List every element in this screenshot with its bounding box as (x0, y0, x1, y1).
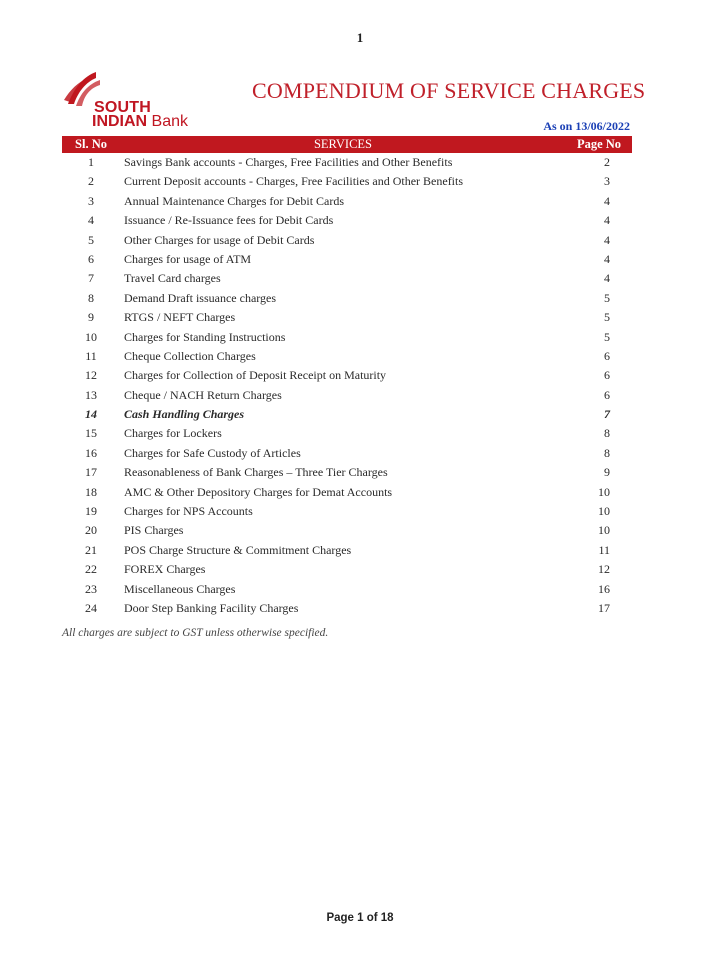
table-row (62, 560, 632, 579)
table-row (62, 153, 632, 172)
row-service: Charges for Lockers (124, 426, 222, 441)
row-service: Other Charges for usage of Debit Cards (124, 232, 315, 247)
row-service: Reasonableness of Bank Charges – Three Tier Charges (124, 465, 388, 480)
table-row (62, 172, 632, 191)
row-service: PIS Charges (124, 523, 184, 538)
row-service: Miscellaneous Charges (124, 581, 236, 596)
row-sl-no: 17 (85, 465, 97, 480)
row-sl-no: 16 (85, 445, 97, 460)
row-service: Cash Handling Charges (124, 407, 245, 422)
row-service: Demand Draft issuance charges (124, 290, 277, 305)
table-row (62, 521, 632, 540)
row-page-no: 4 (604, 271, 610, 286)
table-row (62, 269, 632, 288)
row-sl-no: 21 (85, 542, 97, 557)
row-page-no: 8 (604, 426, 610, 441)
row-page-no: 3 (604, 174, 610, 189)
row-page-no: 10 (598, 484, 610, 499)
row-page-no: 4 (604, 251, 610, 266)
row-sl-no: 8 (88, 290, 94, 305)
logo-text-indian-bank (92, 114, 188, 130)
row-sl-no: 10 (85, 329, 97, 344)
table-row (62, 444, 632, 463)
document-title: COMPENDIUM OF SERVICE CHARGES (252, 78, 646, 103)
row-page-no: 4 (604, 193, 610, 208)
table-row (62, 541, 632, 560)
row-page-no: 5 (604, 290, 610, 305)
row-sl-no: 14 (85, 407, 97, 422)
table-row (62, 328, 632, 347)
row-sl-no: 6 (88, 251, 94, 266)
table-body (62, 153, 632, 618)
row-page-no: 17 (598, 600, 610, 615)
row-service: RTGS / NEFT Charges (124, 310, 236, 325)
row-service: Charges for usage of ATM (124, 251, 252, 266)
row-page-no: 6 (604, 368, 610, 383)
row-service: Current Deposit accounts - Charges, Free Facilities and Other Benefits (124, 174, 464, 189)
row-page-no: 10 (598, 504, 610, 519)
table-row (62, 366, 632, 385)
row-sl-no: 22 (85, 562, 97, 577)
row-sl-no: 4 (88, 213, 94, 228)
row-service: Charges for Collection of Deposit Receipt on Maturity (124, 368, 387, 383)
logo-text-indian: INDIAN (92, 113, 148, 130)
row-page-no: 4 (604, 232, 610, 247)
row-sl-no: 19 (85, 504, 97, 519)
as-on-date: As on 13/06/2022 (543, 119, 630, 133)
gst-footnote: All charges are subject to GST unless otherwise specified. (62, 627, 329, 639)
row-sl-no: 18 (85, 484, 97, 499)
table-row (62, 308, 632, 327)
row-page-no: 7 (604, 407, 610, 422)
bank-logo (62, 70, 212, 132)
row-sl-no: 3 (88, 193, 94, 208)
header-sl-no: Sl. No (75, 137, 107, 151)
table-header (62, 136, 632, 153)
table-row (62, 386, 632, 405)
row-sl-no: 24 (85, 600, 97, 615)
row-sl-no: 12 (85, 368, 97, 383)
row-service: FOREX Charges (124, 562, 206, 577)
row-service: AMC & Other Depository Charges for Demat Accounts (124, 484, 393, 499)
row-sl-no: 1 (88, 155, 94, 169)
table-row (62, 405, 632, 424)
row-service: Door Step Banking Facility Charges (124, 600, 299, 615)
row-service: Issuance / Re-Issuance fees for Debit Cards (124, 213, 334, 228)
row-page-no: 4 (604, 213, 610, 228)
row-service: Charges for NPS Accounts (124, 504, 253, 519)
row-page-no: 8 (604, 445, 610, 460)
row-page-no: 16 (598, 581, 610, 596)
row-service: Travel Card charges (124, 271, 221, 286)
table-row (62, 231, 632, 250)
row-page-no: 5 (604, 329, 610, 344)
table-row (62, 250, 632, 269)
table-row (62, 599, 632, 618)
row-sl-no: 9 (88, 310, 94, 325)
row-page-no: 5 (604, 310, 610, 325)
table-row (62, 580, 632, 599)
table-row (62, 463, 632, 482)
table-row (62, 424, 632, 443)
table-row (62, 483, 632, 502)
row-sl-no: 2 (88, 174, 94, 189)
row-service: POS Charge Structure & Commitment Charges (124, 542, 352, 557)
row-sl-no: 11 (85, 348, 97, 363)
row-sl-no: 15 (85, 426, 97, 441)
row-sl-no: 7 (88, 271, 94, 286)
page-number-top: 1 (356, 30, 364, 45)
table-row (62, 211, 632, 230)
row-sl-no: 13 (85, 387, 97, 402)
row-page-no: 2 (604, 155, 610, 169)
logo-text-bank: Bank (147, 113, 189, 130)
table-row (62, 192, 632, 211)
row-page-no: 9 (604, 465, 610, 480)
row-page-no: 11 (598, 542, 610, 557)
row-service: Charges for Safe Custody of Articles (124, 445, 301, 460)
row-page-no: 10 (598, 523, 610, 538)
page-footer: Page 1 of 18 (326, 912, 394, 924)
row-sl-no: 23 (85, 581, 97, 596)
row-page-no: 6 (604, 387, 610, 402)
table-row (62, 502, 632, 521)
table-row (62, 289, 632, 308)
logo-text-south: SOUTH (94, 99, 151, 116)
row-service: Savings Bank accounts - Charges, Free Facilities and Other Benefits (124, 155, 453, 169)
row-service: Annual Maintenance Charges for Debit Cards (124, 193, 345, 208)
services-table (62, 136, 632, 618)
row-service: Charges for Standing Instructions (124, 329, 286, 344)
table-row (62, 347, 632, 366)
header-page-no: Page No (576, 137, 622, 151)
row-service: Cheque / NACH Return Charges (124, 387, 282, 402)
header-services: SERVICES (313, 137, 373, 151)
row-service: Cheque Collection Charges (124, 348, 256, 363)
row-sl-no: 5 (88, 232, 94, 247)
row-page-no: 12 (598, 562, 610, 577)
row-page-no: 6 (604, 348, 610, 363)
row-sl-no: 20 (85, 523, 97, 538)
